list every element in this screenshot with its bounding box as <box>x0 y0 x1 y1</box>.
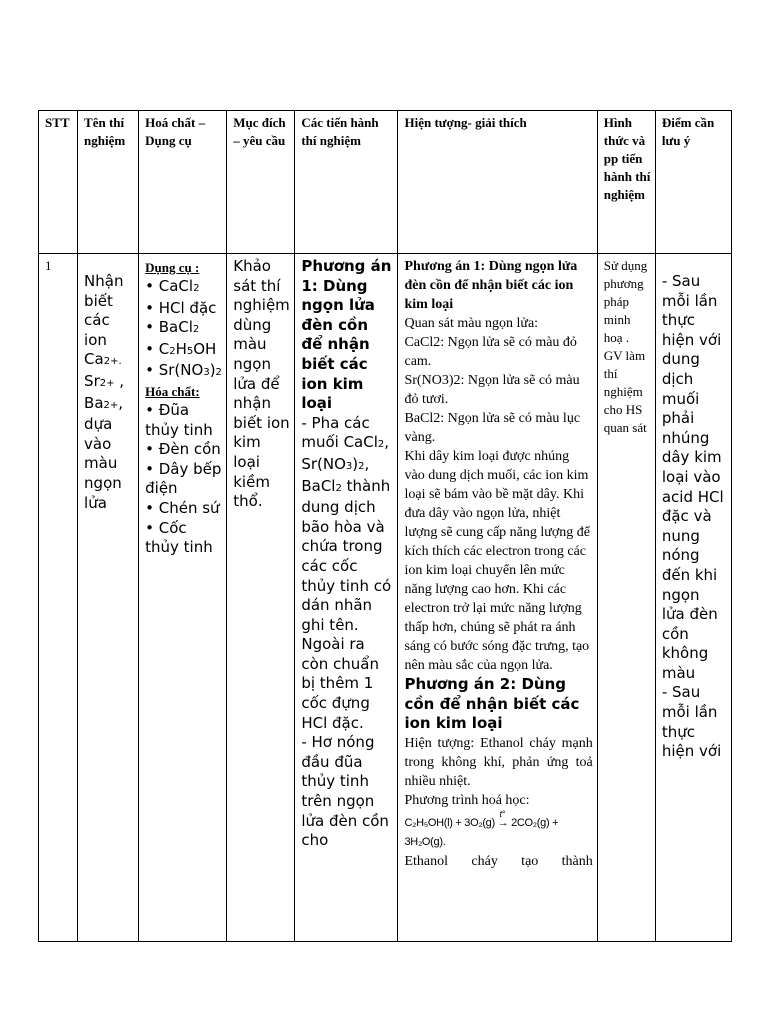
list-item: • Chén sứ <box>145 498 220 517</box>
hien-tuong-pa1-title: Phương án 1: Dùng ngọn lửa đèn cồn để nhận biết các ion kim loại <box>404 259 578 312</box>
cell-hoa-chat-dung-cu <box>139 254 227 942</box>
tien-hanh-step-2: - Hơ nóng đầu đũa thủy tinh trên ngọn lửa đèn cồn cho <box>301 733 389 850</box>
header-diem-luu-y: Điểm cần lưu ý <box>655 111 731 254</box>
equation: t° C₂H₅OH(l) + 3O₂(g) → 2CO₂(g) + 3H₂O(g). <box>404 808 559 848</box>
cell-hien-tuong <box>398 254 597 942</box>
header-hinh-thuc: Hình thức và pp tiến hành thí nghiệm <box>597 111 655 254</box>
hien-tuong-pa2-text: Hiện tượng: Ethanol cháy mạnh trong không khí, phản ứng toả nhiều nhiệt. <box>404 735 593 789</box>
hien-tuong-bacl2: BaCl2: Ngọn lửa sẽ có màu lục vàng. <box>404 411 581 445</box>
hien-tuong-quan-sat: Quan sát màu ngọn lửa: <box>404 316 539 331</box>
list-item: • C2H5OH <box>145 339 217 358</box>
experiment-table <box>38 110 732 942</box>
header-cac-tien-hanh: Các tiến hành thí nghiệm <box>295 111 398 254</box>
header-muc-dich: Mục đích – yêu cầu <box>227 111 295 254</box>
hien-tuong-giai-thich: Khi dây kim loại được nhúng vào dung dịch muối, các ion kim loại sẽ bám vào bề mặt dây. Khi đưa dây vào ngọn lửa, nhiệt lượng sẽ cung cấp năng lượng để kích thích các electron trong các ion kim loại chuyển lên mức năng lượng cao hơn. Khi các electron trở lại mức năng lượng thấp hơn, chúng sẽ phát ra ánh sáng có bước sóng đặc trưng, tạo nên màu sắc của ngọn lửa. <box>404 449 590 673</box>
header-hien-tuong: Hiện tượng- giải thích <box>398 111 597 254</box>
header-hoa-chat: Hoá chất – Dụng cụ <box>139 111 227 254</box>
hien-tuong-cacl2: CaCl2: Ngọn lửa sẽ có màu đỏ cam. <box>404 335 577 369</box>
tien-hanh-step-1: - Pha các muối CaCl2, Sr(NO3)2, BaCl2 thành dung dịch bão hòa và chứa trong các cốc thủy tinh có dán nhãn ghi tên. Ngoài ra còn chuẩn bị thêm 1 cốc đựng HCl đặc. <box>301 413 392 732</box>
list-item: • Cốc thủy tinh <box>145 518 213 557</box>
hien-tuong-pthh-label: Phương trình hoá học: <box>404 792 530 808</box>
cell-stt: 1 <box>39 254 78 942</box>
list-item: • Đũa thủy tinh <box>145 400 213 439</box>
hien-tuong-pa2-title: Phương án 2: Dùng cồn để nhận biết các ion kim loại <box>404 675 580 732</box>
cell-diem-luu-y: - Sau mỗi lần thực hiện với dung dịch muối phải nhúng dây kim loại vào acid HCl đặc và nung nóng đến khi ngọn lửa đèn cồn không màu - Sau mỗi lần thực hiện với <box>655 254 731 942</box>
list-item: • HCl đặc <box>145 298 217 317</box>
hien-tuong-srno32: Sr(NO3)2: Ngọn lửa sẽ có màu đỏ tươi. <box>404 373 580 407</box>
header-stt: STT <box>39 111 78 254</box>
list-item: • Dây bếp điện <box>145 459 222 498</box>
list-item: • Sr(NO3)2 <box>145 361 222 380</box>
list-item: • BaCl2 <box>145 318 200 337</box>
hien-tuong-ket: Ethanol cháy tạo thành <box>404 853 593 869</box>
cell-muc-dich: Khảo sát thí nghiệm dùng màu ngọn lửa để nhận biết ion kim loại kiềm thổ. <box>227 254 295 942</box>
list-item: • CaCl2 <box>145 277 200 295</box>
cell-ten-thi-nghiem: Nhận biết các ion Ca2+. Sr2+ , Ba2+, dựa vào màu ngọn lửa <box>78 254 139 942</box>
table-header-row <box>39 111 732 254</box>
header-ten-thi-nghiem: Tên thí nghiệm <box>78 111 139 254</box>
phuong-an-1-title: Phương án 1: Dùng ngọn lửa đèn cồn để nhận biết các ion kim loại <box>301 257 392 413</box>
dung-cu-label: Dụng cụ : <box>145 260 200 275</box>
cell-tien-hanh <box>295 254 398 942</box>
table-row <box>39 254 732 942</box>
hoa-chat-label: Hóa chất: <box>145 383 200 399</box>
cell-hinh-thuc: Sử dụng phương pháp minh hoạ . GV làm thí nghiệm cho HS quan sát <box>597 254 655 942</box>
list-item: • Đèn cồn <box>145 440 221 459</box>
